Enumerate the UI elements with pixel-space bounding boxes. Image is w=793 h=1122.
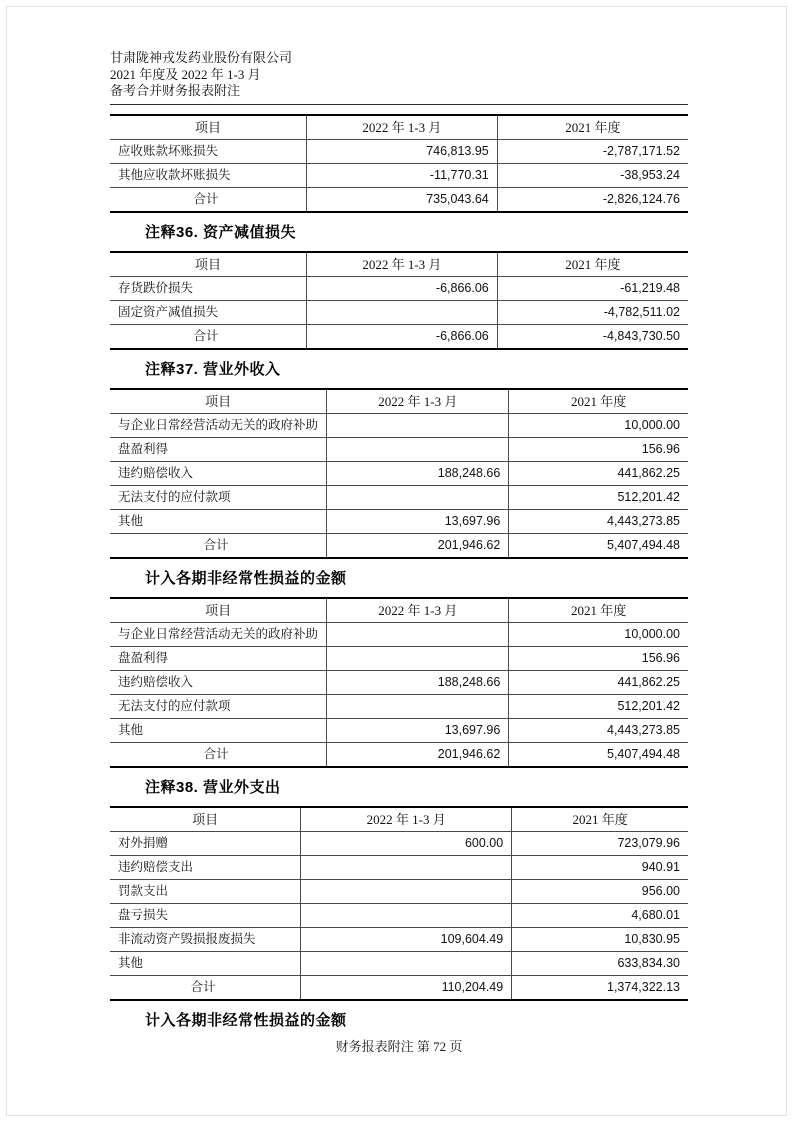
col-header-2021: 2021 年度 bbox=[512, 807, 688, 832]
cell-item: 对外捐赠 bbox=[110, 831, 301, 855]
cell-item: 其他 bbox=[110, 718, 327, 742]
cell-2022-value: 110,204.49 bbox=[301, 975, 512, 1000]
total-row bbox=[110, 533, 688, 558]
cell-item: 其他应收款坏账损失 bbox=[110, 163, 307, 187]
cell-2022-value bbox=[327, 485, 509, 509]
col-header-item: 项目 bbox=[110, 389, 327, 414]
non-recurring-gains-table bbox=[110, 597, 688, 768]
cell-2021-value: -4,843,730.50 bbox=[497, 324, 688, 349]
cell-item: 合计 bbox=[110, 533, 327, 558]
cell-2022-value bbox=[327, 694, 509, 718]
non-recurring-gains-heading-2: 计入各期非经常性损益的金额 bbox=[145, 1011, 347, 1029]
credit-impairment-loss-table bbox=[110, 114, 688, 213]
col-header-2021: 2021 年度 bbox=[509, 389, 688, 414]
cell-2021-value: 5,407,494.48 bbox=[509, 742, 688, 767]
table-header-row bbox=[110, 807, 688, 832]
col-header-2021: 2021 年度 bbox=[509, 598, 688, 623]
cell-2022-value: 201,946.62 bbox=[327, 742, 509, 767]
page-content bbox=[110, 0, 688, 1031]
document-title: 备考合并财务报表附注 bbox=[110, 83, 241, 98]
document-header bbox=[110, 0, 688, 105]
cell-item: 合计 bbox=[110, 975, 301, 1000]
note36-heading: 注释36. 资产减值损失 bbox=[145, 223, 297, 241]
table-row bbox=[110, 413, 688, 437]
cell-item: 违约赔偿收入 bbox=[110, 461, 327, 485]
non-operating-income-table bbox=[110, 388, 688, 559]
total-row bbox=[110, 324, 688, 349]
col-header-2022: 2022 年 1-3 月 bbox=[301, 807, 512, 832]
table-row bbox=[110, 163, 688, 187]
cell-2022-value bbox=[301, 903, 512, 927]
cell-2021-value: 5,407,494.48 bbox=[509, 533, 688, 558]
table-row bbox=[110, 646, 688, 670]
non-operating-expenses-table bbox=[110, 806, 688, 1001]
cell-item: 与企业日常经营活动无关的政府补助 bbox=[110, 622, 327, 646]
cell-2021-value: 156.96 bbox=[509, 437, 688, 461]
table-header-row bbox=[110, 389, 688, 414]
cell-2021-value: -61,219.48 bbox=[497, 276, 688, 300]
cell-2021-value: 956.00 bbox=[512, 879, 688, 903]
cell-2022-value: -11,770.31 bbox=[307, 163, 498, 187]
cell-item: 合计 bbox=[110, 742, 327, 767]
cell-2021-value: 940.91 bbox=[512, 855, 688, 879]
cell-2021-value: 10,830.95 bbox=[512, 927, 688, 951]
cell-2022-value bbox=[307, 300, 498, 324]
table-row bbox=[110, 855, 688, 879]
cell-item: 非流动资产毁损报废损失 bbox=[110, 927, 301, 951]
cell-item: 固定资产减值损失 bbox=[110, 300, 307, 324]
table-row bbox=[110, 461, 688, 485]
col-header-item: 项目 bbox=[110, 807, 301, 832]
cell-2021-value: 441,862.25 bbox=[509, 461, 688, 485]
table-row bbox=[110, 509, 688, 533]
cell-2021-value: -4,782,511.02 bbox=[497, 300, 688, 324]
table-header-row bbox=[110, 115, 688, 140]
cell-item: 应收账款坏账损失 bbox=[110, 139, 307, 163]
cell-2022-value: 13,697.96 bbox=[327, 718, 509, 742]
cell-2021-value: 512,201.42 bbox=[509, 485, 688, 509]
cell-item: 无法支付的应付款项 bbox=[110, 694, 327, 718]
cell-2021-value: 723,079.96 bbox=[512, 831, 688, 855]
cell-2021-value: 156.96 bbox=[509, 646, 688, 670]
non-recurring-gains-heading: 计入各期非经常性损益的金额 bbox=[145, 569, 347, 587]
cell-2022-value bbox=[301, 855, 512, 879]
note37-heading: 注释37. 营业外收入 bbox=[145, 360, 281, 378]
table-row bbox=[110, 951, 688, 975]
cell-item: 无法支付的应付款项 bbox=[110, 485, 327, 509]
col-header-item: 项目 bbox=[110, 252, 307, 277]
cell-2021-value: 10,000.00 bbox=[509, 413, 688, 437]
page-footer: 财务报表附注 第 72 页 bbox=[335, 1039, 463, 1054]
cell-item: 其他 bbox=[110, 951, 301, 975]
cell-2022-value: 109,604.49 bbox=[301, 927, 512, 951]
company-name: 甘肃陇神戎发药业股份有限公司 bbox=[110, 50, 293, 65]
cell-item: 存货跌价损失 bbox=[110, 276, 307, 300]
note38-heading: 注释38. 营业外支出 bbox=[145, 778, 281, 796]
col-header-2022: 2022 年 1-3 月 bbox=[307, 115, 498, 140]
table-row bbox=[110, 300, 688, 324]
table-row bbox=[110, 879, 688, 903]
table-row bbox=[110, 485, 688, 509]
report-period: 2021 年度及 2022 年 1-3 月 bbox=[110, 66, 261, 82]
cell-2022-value bbox=[301, 951, 512, 975]
cell-2022-value: 188,248.66 bbox=[327, 461, 509, 485]
cell-2022-value: 600.00 bbox=[301, 831, 512, 855]
total-row bbox=[110, 742, 688, 767]
cell-item: 盘盈利得 bbox=[110, 646, 327, 670]
cell-item: 盘亏损失 bbox=[110, 903, 301, 927]
col-header-2022: 2022 年 1-3 月 bbox=[307, 252, 498, 277]
cell-2021-value: -2,787,171.52 bbox=[497, 139, 688, 163]
cell-2021-value: 4,443,273.85 bbox=[509, 718, 688, 742]
asset-impairment-loss-table bbox=[110, 251, 688, 350]
table-row bbox=[110, 903, 688, 927]
cell-item: 盘盈利得 bbox=[110, 437, 327, 461]
table-row bbox=[110, 139, 688, 163]
cell-2021-value: 4,680.01 bbox=[512, 903, 688, 927]
table-row bbox=[110, 694, 688, 718]
total-row bbox=[110, 187, 688, 212]
cell-2022-value bbox=[327, 646, 509, 670]
col-header-item: 项目 bbox=[110, 598, 327, 623]
table-header-row bbox=[110, 252, 688, 277]
cell-item: 违约赔偿支出 bbox=[110, 855, 301, 879]
cell-2022-value: 13,697.96 bbox=[327, 509, 509, 533]
cell-2022-value: 188,248.66 bbox=[327, 670, 509, 694]
cell-2022-value bbox=[327, 413, 509, 437]
cell-item: 其他 bbox=[110, 509, 327, 533]
cell-2021-value: 1,374,322.13 bbox=[512, 975, 688, 1000]
col-header-2021: 2021 年度 bbox=[497, 115, 688, 140]
cell-2021-value: 4,443,273.85 bbox=[509, 509, 688, 533]
col-header-2022: 2022 年 1-3 月 bbox=[327, 389, 509, 414]
table-header-row bbox=[110, 598, 688, 623]
col-header-item: 项目 bbox=[110, 115, 307, 140]
total-row bbox=[110, 975, 688, 1000]
cell-2021-value: 441,862.25 bbox=[509, 670, 688, 694]
col-header-2022: 2022 年 1-3 月 bbox=[327, 598, 509, 623]
cell-2022-value bbox=[301, 879, 512, 903]
table-row bbox=[110, 276, 688, 300]
cell-2021-value: -2,826,124.76 bbox=[497, 187, 688, 212]
cell-item: 合计 bbox=[110, 324, 307, 349]
cell-2021-value: 10,000.00 bbox=[509, 622, 688, 646]
cell-2021-value: 512,201.42 bbox=[509, 694, 688, 718]
cell-item: 合计 bbox=[110, 187, 307, 212]
cell-item: 违约赔偿收入 bbox=[110, 670, 327, 694]
cell-2022-value bbox=[327, 622, 509, 646]
cell-item: 与企业日常经营活动无关的政府补助 bbox=[110, 413, 327, 437]
table-row bbox=[110, 718, 688, 742]
cell-2022-value: 735,043.64 bbox=[307, 187, 498, 212]
cell-2022-value: 746,813.95 bbox=[307, 139, 498, 163]
cell-item: 罚款支出 bbox=[110, 879, 301, 903]
table-row bbox=[110, 622, 688, 646]
cell-2021-value: 633,834.30 bbox=[512, 951, 688, 975]
col-header-2021: 2021 年度 bbox=[497, 252, 688, 277]
cell-2022-value: -6,866.06 bbox=[307, 324, 498, 349]
cell-2022-value: 201,946.62 bbox=[327, 533, 509, 558]
cell-2021-value: -38,953.24 bbox=[497, 163, 688, 187]
table-row bbox=[110, 670, 688, 694]
table-row bbox=[110, 831, 688, 855]
table-row bbox=[110, 437, 688, 461]
table-row bbox=[110, 927, 688, 951]
cell-2022-value: -6,866.06 bbox=[307, 276, 498, 300]
cell-2022-value bbox=[327, 437, 509, 461]
